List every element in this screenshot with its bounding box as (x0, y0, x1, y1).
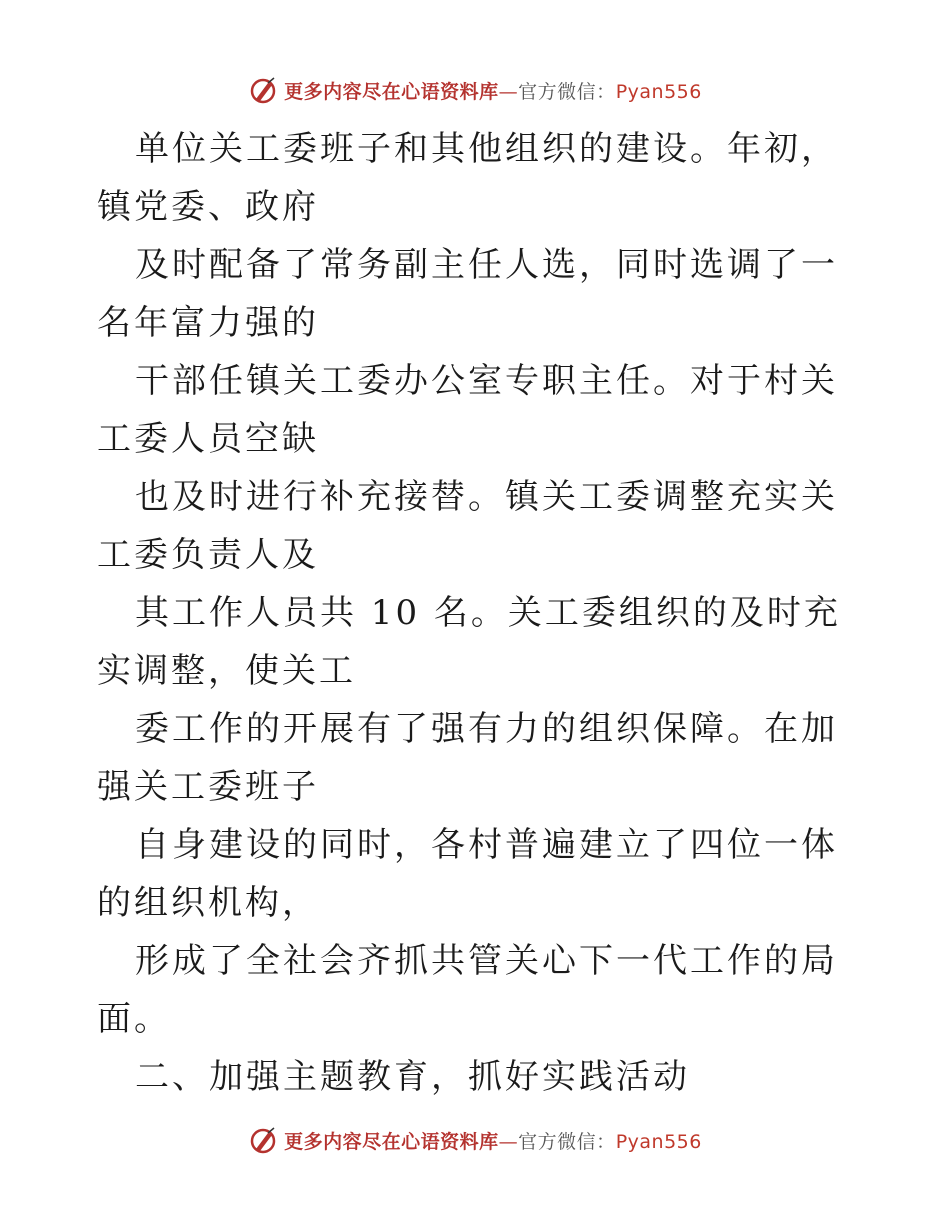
paragraph: 其工作人员共 10 名。关工委组织的及时充实调整，使关工 (97, 593, 841, 691)
paragraph: 及时配备了常务副主任人选，同时选调了一名年富力强的 (97, 245, 838, 343)
watermark-text (284, 77, 702, 104)
paragraph: 单位关工委班子和其他组织的建设。年初，镇党委、政府 (97, 129, 838, 227)
paragraph: 形成了全社会齐抓共管关心下一代工作的局面。 (97, 941, 838, 1039)
document-body (97, 120, 857, 1106)
watermark-label: 官方微信： (518, 1130, 616, 1153)
header-watermark (0, 70, 950, 110)
watermark-separator: — (498, 1130, 519, 1153)
watermark-wechat-id: Pyan556 (615, 1130, 702, 1153)
paragraph: 自身建设的同时，各村普遍建立了四位一体的组织机构， (97, 825, 838, 923)
footer-watermark (0, 1120, 950, 1160)
paragraph: 干部任镇关工委办公室专职主任。对于村关工委人员空缺 (97, 361, 838, 459)
quill-logo-icon (248, 75, 278, 105)
watermark-brand: 更多内容尽在心语资料库 (284, 80, 499, 103)
watermark-separator: — (498, 80, 519, 103)
section-heading: 二、加强主题教育，抓好实践活动 (135, 1057, 690, 1097)
watermark-label: 官方微信： (518, 80, 616, 103)
watermark-text (284, 1127, 702, 1154)
paragraph: 委工作的开展有了强有力的组织保障。在加强关工委班子 (97, 709, 838, 807)
paragraph: 也及时进行补充接替。镇关工委调整充实关工委负责人及 (97, 477, 838, 575)
quill-logo-icon (248, 1125, 278, 1155)
watermark-wechat-id: Pyan556 (615, 80, 702, 103)
watermark-brand: 更多内容尽在心语资料库 (284, 1130, 499, 1153)
